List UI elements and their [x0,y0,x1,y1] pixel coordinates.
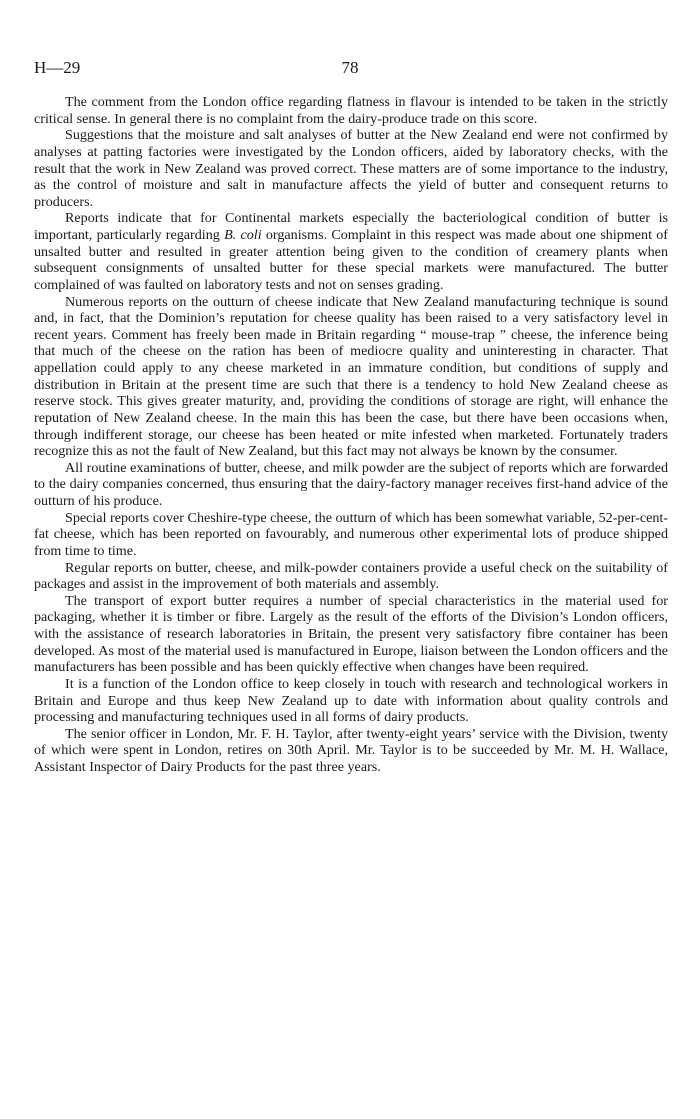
paragraph-moisture-salt: Suggestions that the moisture and salt analyses of butter at the New Zealand end were not confirmed by analyses at patting factories were investigated by the London officers, aided by laboratory checks, with the result that the work in New Zealand was proved correct. These matters are of some importance to the industry, as the control of moisture and salt in manufacture affects the yield of butter and consequent returns to producers. [34,127,668,210]
page-header [34,58,666,82]
paragraph-cheese-outturn: Numerous reports on the outturn of cheese indicate that New Zealand manufacturing technique is sound and, in fact, that the Dominion’s reputation for cheese quality has been raised to a very satisfactory level in recent years. Comment has freely been made in Britain regarding “ mouse-trap ” cheese, the inference being that much of the cheese on the ration has been of mediocre quality and uninteresting in character. That appellation could apply to any cheese marketed in an immature condition, but conditions of supply and distribution in Britain at the present time are such that there is a tendency to hold New Zealand cheese as reserve stock. This gives greater maturity, and, providing the conditions of storage are right, will enhance the reputation of New Zealand cheese. In the main this has been the case, but there have been occasions when, through indifferent storage, our cheese has been heated or mite infested when marketed. Fortunately traders recognize this as not the fault of New Zealand, but this fact may not always be known by the consumer. [34,293,668,460]
paragraph-text-segment: organisms. Complaint in this respect was made about one shipment of unsalted butter and resulted in greater attention being given to the condition of creamery plants when subsequent consignments of unsalted butter for these special markets were manufactured. The butter complained of was faulted on laboratory tests and not on senses grading. [34,227,669,293]
paragraph-london-office-function: It is a function of the London office to keep closely in touch with research and technological workers in Britain and Europe and thus keep New Zealand up to date with information about quality controls and processing and manufacturing techniques used in all forms of dairy products. [34,675,668,726]
document-reference: H—29 [34,58,81,77]
paragraph-bacteriological [34,210,668,293]
paragraph-flavour-comment: The comment from the London office regarding flatness in flavour is intended to be taken in the strictly critical sense. In general there is no complaint from the dairy-produce trade on this score. [34,94,668,127]
paragraph-senior-officer: The senior officer in London, Mr. F. H. Taylor, after twenty-eight years’ service with the Division, twenty of which were spent in London, retires on 30th April. Mr. Taylor is to be succeeded by Mr. M. H. Wallace, Assistant Inspector of Dairy Products for the past three years. [34,725,668,775]
paragraph-routine-examinations: All routine examinations of butter, cheese, and milk powder are the subject of reports which are forwarded to the dairy companies concerned, thus ensuring that the dairy-factory manager receives first-hand advice of the outturn of his produce. [34,459,668,509]
body-text [34,94,668,776]
italic-organism-name: B. coli [224,227,262,243]
paragraph-container-reports: Regular reports on butter, cheese, and milk-powder containers provide a useful check on the suitability of packages and assist in the improvement of both materials and assembly. [34,559,668,593]
page-number: 78 [341,58,359,77]
paragraph-special-reports: Special reports cover Cheshire-type cheese, the outturn of which has been somewhat variable, 52-per-cent-fat cheese, which has been reported on favourably, and numerous other experimental lots of produce shipped from time to time. [34,509,668,559]
paragraph-butter-transport: The transport of export butter requires a number of special characteristics in the material used for packaging, whether it is timber or fibre. Largely as the result of the efforts of the Division’s London officers, with the assistance of research laboratories in Britain, the present very satisfactory fibre container has been developed. As most of the material used is manufactured in Europe, liaison between the London officers and the manufacturers has been possible and has been quickly effective when changes have been required. [34,592,668,676]
paragraph-text-segment: Reports indicate that for Continental markets especially the bacteriological condition of butter is important, particularly regarding [34,210,668,243]
